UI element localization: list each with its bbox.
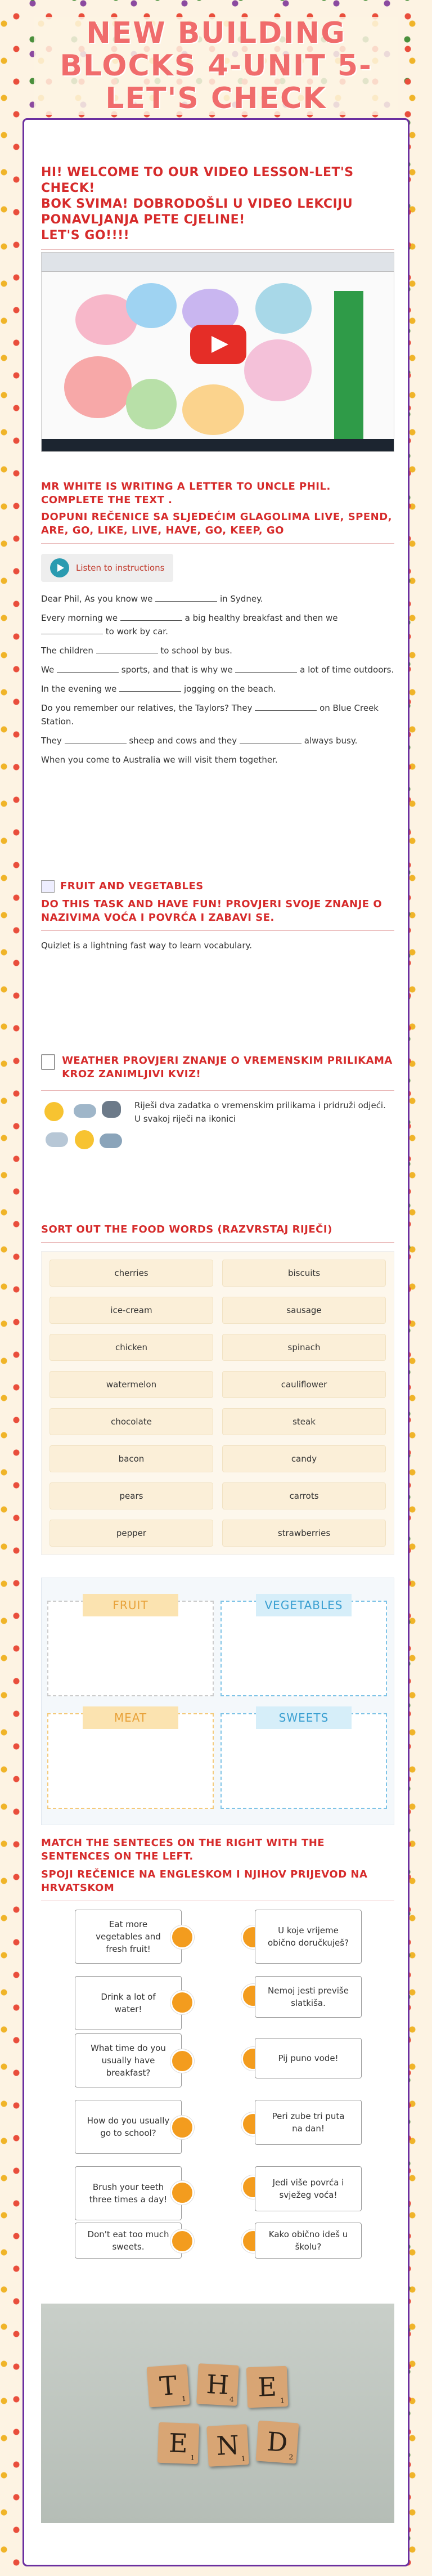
quizlet-text: Quizlet is a lightning fast way to learn vocabulary. (41, 940, 253, 951)
fruit-section (41, 880, 394, 952)
match-left-dot[interactable] (170, 2181, 194, 2205)
match-heading: MATCH THE SENTECES ON THE RIGHT WITH THE SENTENCES ON THE LEFT. (41, 1837, 325, 1862)
divider (41, 930, 394, 931)
pencil-note-icon (41, 1054, 55, 1070)
bin-label-vegetables: VEGETABLES (256, 1594, 352, 1616)
youtube-play-icon[interactable] (190, 325, 246, 364)
match-right-card[interactable]: Peri zube tri puta na dan! (255, 2100, 362, 2145)
weather-icons-icon[interactable] (41, 1099, 125, 1161)
divider (41, 249, 394, 250)
gap-input[interactable] (41, 625, 103, 634)
gap-input[interactable] (119, 683, 181, 692)
video-section (41, 252, 394, 452)
lesson-card (22, 118, 410, 2566)
gap-input[interactable] (235, 664, 297, 673)
match-left-dot[interactable] (170, 1925, 194, 1949)
gap-input[interactable] (155, 593, 217, 602)
food-word-card[interactable]: spinach (222, 1334, 386, 1361)
divider (41, 1090, 394, 1091)
sort-section (41, 1223, 394, 1248)
food-word-card[interactable]: chicken (50, 1334, 213, 1361)
letter-tile: E 1 (158, 2422, 199, 2464)
intro-section (41, 165, 394, 256)
gap-input[interactable] (57, 664, 119, 673)
video-taskbar (42, 439, 394, 451)
letter-text: Dear Phil, As you know we in Sydney. Every morning we a big healthy breakfast and then we to work by car. The children to school by bus. We sports, and that is why we a lot of time outdoors. In the evening we jogging on the beach. Do you remember our relatives, the Taylors? They on Blue Creek Station. They sheep and cows and they always busy. When you come to Australia we will visit them together. (41, 594, 394, 765)
food-word-grid (41, 1251, 394, 1555)
play-icon (50, 558, 69, 577)
match-left-card[interactable]: Drink a lot of water! (75, 1976, 182, 2030)
video-player[interactable] (41, 252, 394, 452)
bin-meat[interactable] (47, 1713, 214, 1809)
drop-bins (41, 1578, 394, 1825)
the-end-image (41, 2304, 394, 2523)
letter-tile: H 4 (196, 2363, 239, 2406)
bins-section (41, 1578, 394, 1825)
food-word-card[interactable]: ice-cream (50, 1297, 213, 1324)
bin-label-sweets: SWEETS (256, 1706, 352, 1729)
letter-tile: D 2 (256, 2421, 299, 2464)
match-board (41, 1910, 394, 2259)
match-right-card[interactable]: Jedi više povrća i svježeg voća! (255, 2166, 362, 2211)
match-left-card[interactable]: Don't eat too much sweets. (75, 2223, 182, 2259)
weather-text: Riješi dva zadatka o vremenskim prilikama i pridruži odjeći. U svakoj riječi na ikonici (134, 1100, 386, 1124)
food-word-card[interactable]: chocolate (50, 1408, 213, 1435)
fruit-subheading: DO THIS TASK AND HAVE FUN! PROVJERI SVOJE ZNANJE O NAZIVIMA VOĆA I POVRĆA I ZABAVI SE. (41, 898, 382, 924)
food-word-card[interactable]: biscuits (222, 1260, 386, 1287)
gap-input[interactable] (255, 702, 317, 711)
match-right-card[interactable]: Nemoj jesti previše slatkiša. (255, 1976, 362, 2018)
divider (41, 543, 394, 544)
food-word-card[interactable]: carrots (222, 1482, 386, 1509)
match-left-dot[interactable] (170, 2116, 194, 2139)
letter-subheading: DOPUNI REČENICE SA SLJEDEĆIM GLAGOLIMA LIVE, SPEND, ARE, GO, LIKE, LIVE, HAVE, GO, KEEP, GO (41, 511, 393, 536)
food-word-card[interactable]: candy (222, 1445, 386, 1472)
weather-heading: WEATHER PROVJERI ZNANJE O VREMENSKIM PRILIKAMA KROZ ZANIMLJIVI KVIZ! (62, 1055, 393, 1080)
match-left-dot[interactable] (170, 2229, 194, 2253)
letter-tile: N 1 (206, 2424, 249, 2467)
match-left-dot[interactable] (170, 1991, 194, 2014)
letter-tile: E 1 (246, 2366, 288, 2408)
letter-section (41, 480, 394, 767)
food-word-card[interactable]: steak (222, 1408, 386, 1435)
match-left-card[interactable]: How do you usually go to school? (75, 2100, 182, 2154)
match-right-card[interactable]: U koje vrijeme obično doručkuješ? (255, 1910, 362, 1964)
bin-vegetables[interactable] (220, 1598, 387, 1696)
the-end-section (41, 2304, 394, 2523)
gap-input[interactable] (65, 734, 127, 743)
match-left-card[interactable]: Brush your teeth three times a day! (75, 2166, 182, 2220)
gap-input[interactable] (240, 734, 302, 743)
fruit-heading: FRUIT AND VEGETABLES (60, 880, 204, 892)
video-browser-bar (42, 253, 394, 272)
match-left-dot[interactable] (170, 2049, 194, 2073)
food-word-card[interactable]: cherries (50, 1260, 213, 1287)
listen-label: Listen to instructions (76, 563, 165, 573)
match-right-card[interactable]: Kako obično ideš u školu? (255, 2223, 362, 2259)
food-word-card[interactable]: strawberries (222, 1520, 386, 1547)
header-banner (0, 0, 432, 129)
bin-label-meat: MEAT (83, 1706, 178, 1729)
green-side-banner (334, 291, 363, 452)
match-section (41, 1836, 394, 1907)
match-right-card[interactable]: Pij puno vode! (255, 2038, 362, 2078)
intro-line-2: BOK SVIMA! DOBRODOŠLI U VIDEO LEKCIJU PONAVLJANJA PETE CJELINE! (41, 197, 353, 227)
listen-instructions-button[interactable] (41, 554, 173, 582)
intro-line-3: LET'S GO!!!! (41, 229, 130, 243)
bin-fruit[interactable] (47, 1598, 214, 1696)
broken-image-icon (41, 880, 55, 893)
food-word-card[interactable]: sausage (222, 1297, 386, 1324)
letter-tile: T 1 (147, 2364, 190, 2408)
sort-heading: SORT OUT THE FOOD WORDS (RAZVRSTAJ RIJEČI) (41, 1224, 332, 1235)
bin-sweets[interactable] (220, 1713, 387, 1809)
match-left-card[interactable]: Eat more vegetables and fresh fruit! (75, 1910, 182, 1964)
food-word-card[interactable]: pears (50, 1482, 213, 1509)
food-word-card[interactable]: watermelon (50, 1371, 213, 1398)
match-subheading: SPOJI REČENICE NA ENGLESKOM I NJIHOV PRIJEVOD NA HRVATSKOM (41, 1869, 368, 1894)
bin-label-fruit: FRUIT (83, 1594, 178, 1616)
food-word-card[interactable]: cauliflower (222, 1371, 386, 1398)
divider (41, 1242, 394, 1243)
gap-input[interactable] (96, 644, 158, 653)
food-word-card[interactable]: pepper (50, 1520, 213, 1547)
page-title: NEW BUILDING BLOCKS 4-UNIT 5-LET'S CHECK (34, 17, 398, 115)
food-grid-section (41, 1251, 394, 1555)
gap-input[interactable] (120, 612, 182, 621)
intro-line-1: HI! WELCOME TO OUR VIDEO LESSON-LET'S CHECK! (41, 165, 354, 195)
food-word-card[interactable]: bacon (50, 1445, 213, 1472)
letter-heading: MR WHITE IS WRITING A LETTER TO UNCLE PHIL. COMPLETE THE TEXT . (41, 481, 331, 506)
weather-section (41, 1054, 394, 1161)
match-left-card[interactable]: What time do you usually have breakfast? (75, 2033, 182, 2087)
